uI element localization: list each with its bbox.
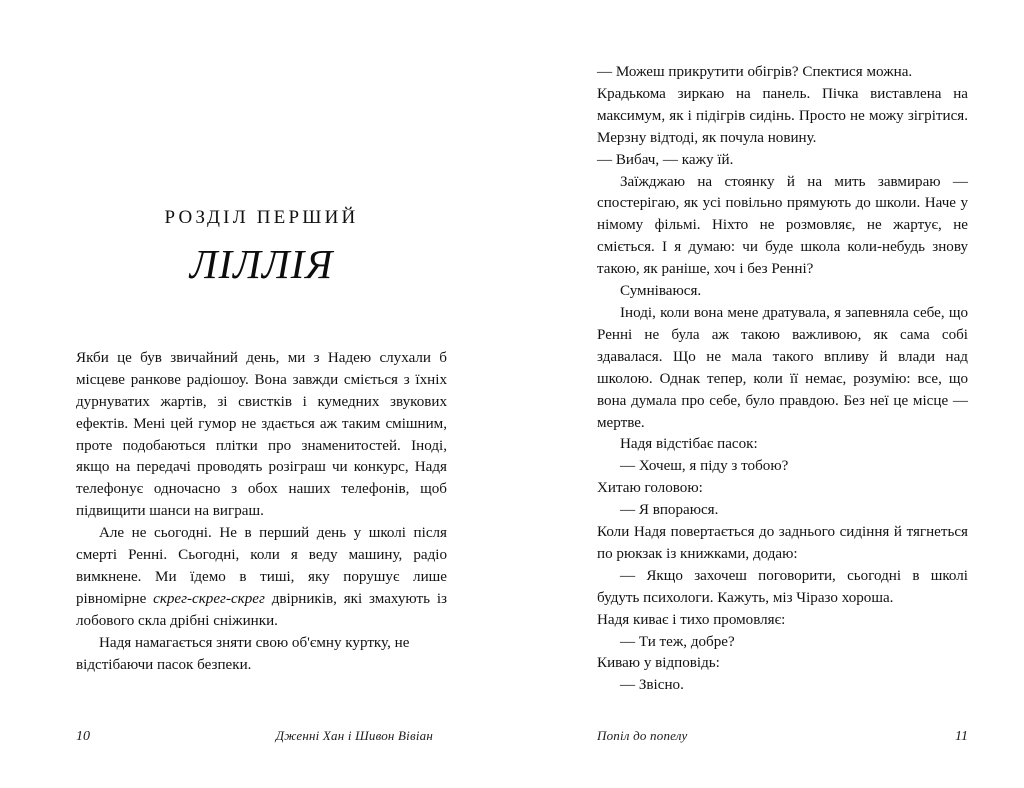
chapter-opener <box>76 0 447 286</box>
paragraph: — Хочеш, я піду з тобою? <box>620 458 789 475</box>
running-head: Попіл до попелу <box>597 728 688 743</box>
paragraph: — Можеш прикрутити обігрів? Спектися можна. <box>597 64 913 80</box>
paragraph: Хитаю головою: <box>597 480 703 497</box>
paragraph: — Ти теж, добре? <box>620 633 735 650</box>
paragraph: Іноді, коли вона мене дратувала, я запевняла себе, що Ренні не була аж такою важливою, як сама собі здавалася. Що не мала такого впливу й влади над школою. Однак тепер, коли її немає, розумію: все, що вона думала про себе, було правдою. Без неї це місце — мертве. <box>597 304 968 431</box>
page-right <box>512 0 1024 788</box>
page-right-footer <box>512 728 1024 746</box>
paragraph: — Я впораюся. <box>620 502 719 519</box>
paragraph: Але не сьогодні. Не в перший день у школі після смерті Ренні. Сьогодні, коли я веду машину, радіо вимкнене. Ми їдемо в тиші, яку порушує лише рівномірне скрег-скрег-скрег двірників, які змахують із лобового скла дрібні сніжинки. <box>76 525 447 629</box>
paragraph: Крадькома зиркаю на панель. Пічка виставлена на максимум, як і підігрів сидінь. Просто не можу зігрітися. Мерзну відтоді, як почула новину. <box>597 85 968 146</box>
folio-number: 10 <box>76 729 90 744</box>
paragraph: Надя відстібає пасок: <box>620 436 758 453</box>
paragraph: Киваю у відповідь: <box>597 655 720 672</box>
chapter-title: ЛІЛЛІЯ <box>189 240 334 287</box>
paragraph: Коли Надя повертається до заднього сидіння й тягнеться по рюкзак із книжками, додаю: <box>597 524 968 562</box>
paragraph: Надя киває і тихо промовляє: <box>597 611 786 628</box>
paragraph: — Звісно. <box>620 677 684 694</box>
right-page-body <box>597 62 968 697</box>
emphasised-phrase: скрег-скрег-скрег <box>153 590 265 607</box>
paragraph: Заїжджаю на стоянку й на мить завмираю — спостерігаю, як усі повільно прямують до школи. Наче у німому фільмі. Ніхто не розмовляє, не жартує, не сміється. І я думаю: чи буде школа коли-небудь знову такою, як раніше, хоч і без Ренні? <box>597 173 968 278</box>
paragraph: Якби це був звичайний день, ми з Надею слухали б місцеве ранкове радіошоу. Вона завжди сміється з їхніх дурнуватих жартів, зі свистків і кумедних звукових ефектів. Мені цей гумор не здається аж таким смішним, проте подобаються плітки про знаменитостей. Іноді, якщо на передачі проводять розіграш чи конкурс, Надя телефонує одночасно з обох наших телефонів, щоб підвищити шанси на виграш. <box>76 349 447 520</box>
running-head: Дженні Хан і Шивон Вівіан <box>275 728 433 743</box>
paragraph: Надя намагається зняти свою об'ємну куртку, не відстібаючи пасок безпеки. <box>76 634 410 673</box>
paragraph: Сумніваюся. <box>620 283 702 300</box>
left-page-body <box>76 348 447 677</box>
paragraph: — Якщо захочеш поговорити, сьогодні в школі будуть психологи. Кажуть, міз Чіразо хороша. <box>597 567 968 606</box>
folio-number: 11 <box>955 729 968 744</box>
paragraph: — Вибач, — кажу їй. <box>597 151 734 168</box>
page-left-footer <box>0 728 512 746</box>
chapter-label: РОЗДІЛ ПЕРШИЙ <box>164 207 359 228</box>
